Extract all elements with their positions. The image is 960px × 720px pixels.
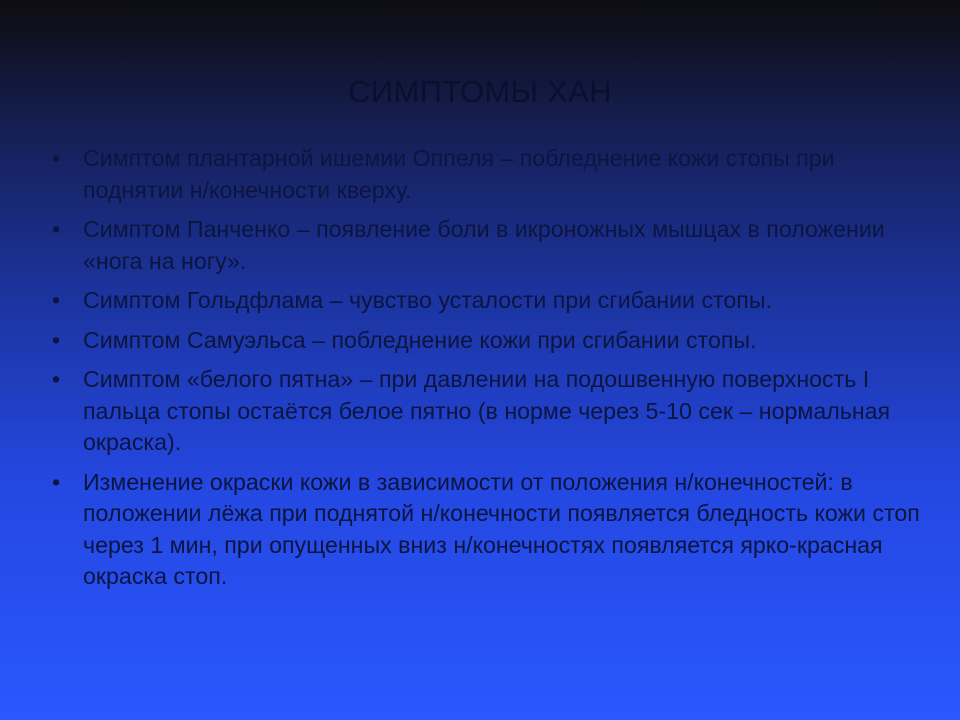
bullet-item: [52, 214, 932, 277]
bullet-marker: •: [52, 287, 61, 313]
bullet-text: Симптом Панченко – появление боли в икроножных мышцах в положении «нога на ногу».: [83, 216, 885, 274]
bullet-text: Симптом плантарной ишемии Оппеля – побледнение кожи стопы при поднятии н/конечности кверху.: [83, 145, 835, 203]
bullet-text: Симптом Гольдфлама – чувство усталости при сгибании стопы.: [83, 287, 772, 313]
bullet-text: Изменение окраски кожи в зависимости от положения н/конечностей: в положении лёжа при поднятой н/конечности появляется бледность кожи стоп через 1 мин, при опущенных вниз н/конечностях появляется ярко-красная окраска стоп.: [83, 468, 920, 589]
slide-title: СИМПТОМЫ ХАН: [348, 74, 612, 109]
bullet-item: [52, 143, 932, 206]
bullet-marker: •: [52, 145, 61, 171]
bullet-marker: •: [52, 216, 61, 242]
bullet-item: [52, 285, 932, 317]
bullet-marker: •: [52, 468, 61, 495]
bullet-item: [52, 467, 932, 593]
bullet-item: [52, 364, 932, 459]
bullet-text: Симптом «белого пятна» – при давлении на подошвенную поверхность I пальца стопы остаётся белое пятно (в норме через 5-10 сек – нормальная окраска).: [83, 366, 891, 455]
bullet-item: [52, 325, 932, 357]
bullet-marker: •: [52, 326, 61, 353]
bullet-list: [52, 143, 932, 601]
bullet-text: Симптом Самуэльса – побледнение кожи при сгибании стопы.: [83, 326, 757, 353]
bullet-marker: •: [52, 366, 61, 392]
